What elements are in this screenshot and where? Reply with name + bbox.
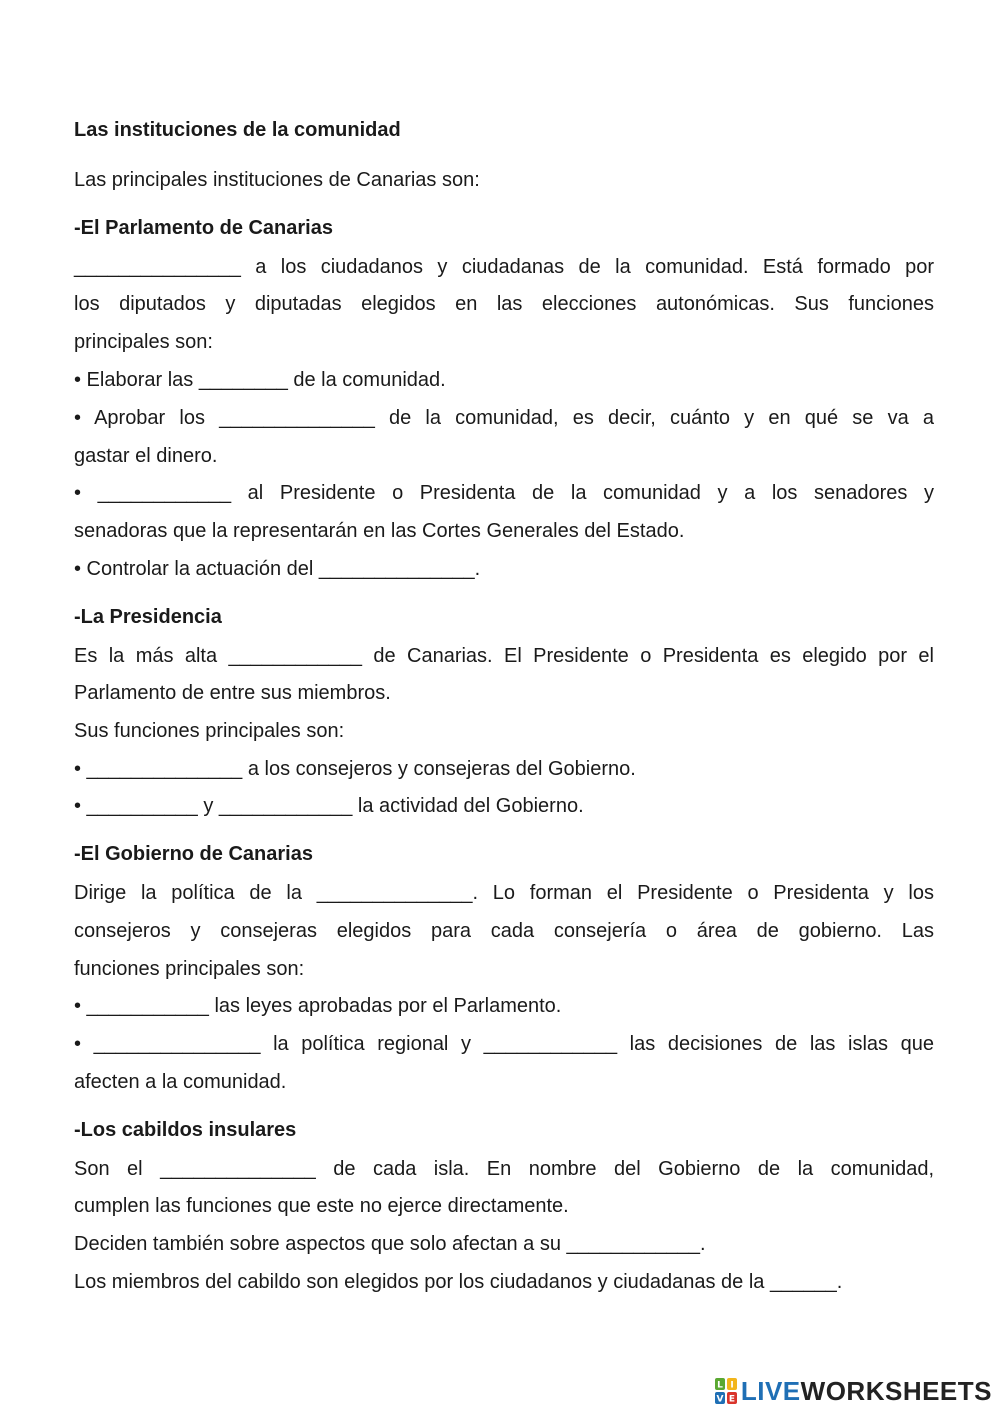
svg-text:E: E	[728, 1394, 735, 1404]
section-heading-gobierno: -El Gobierno de Canarias	[74, 843, 313, 865]
paragraph-line: Son el ______________ de cada isla. En nombre del Gobierno de la comunidad,	[74, 1158, 934, 1180]
svg-text:I: I	[730, 1380, 734, 1391]
bullet-item: • ___________ las leyes aprobadas por el Parlamento.	[74, 995, 562, 1017]
liveworksheets-logo-text: LIVEWORKSHEETS	[740, 1376, 992, 1406]
bullet-item: • __________ y ____________ la actividad del Gobierno.	[74, 795, 584, 817]
bullet-item-cont: senadoras que la representarán en las Cortes Generales del Estado.	[74, 520, 685, 542]
bullet-item: • Elaborar las ________ de la comunidad.	[74, 369, 446, 391]
paragraph-line: Sus funciones principales son:	[74, 720, 345, 742]
paragraph-line: Parlamento de entre sus miembros.	[74, 682, 391, 704]
bullet-item-cont: gastar el dinero.	[74, 445, 218, 467]
bullet-item: • ______________ a los consejeros y consejeras del Gobierno.	[74, 758, 636, 780]
paragraph-line: los diputados y diputadas elegidos en las elecciones autonómicas. Sus funciones	[74, 293, 934, 315]
paragraph-line: _______________ a los ciudadanos y ciudadanas de la comunidad. Está formado por	[74, 256, 934, 278]
paragraph-line: Es la más alta ____________ de Canarias. El Presidente o Presidenta es elegido por el	[74, 645, 934, 667]
liveworksheets-logo[interactable]	[715, 1375, 992, 1407]
paragraph-line: Deciden también sobre aspectos que solo afectan a su ____________.	[74, 1233, 706, 1255]
bullet-item: • _______________ la política regional y ____________ las decisiones de las islas que	[74, 1033, 934, 1055]
liveworksheets-logo-icon	[715, 1378, 737, 1404]
section-heading-cabildos: -Los cabildos insulares	[74, 1119, 297, 1141]
paragraph-line: principales son:	[74, 331, 213, 353]
bullet-item-cont: afecten a la comunidad.	[74, 1071, 287, 1093]
section-heading-presidencia: -La Presidencia	[74, 606, 222, 628]
paragraph-line: Los miembros del cabildo son elegidos por los ciudadanos y ciudadanas de la ______.	[74, 1271, 843, 1293]
paragraph-line: Dirige la política de la ______________. Lo forman el Presidente o Presidenta y los	[74, 882, 934, 904]
svg-text:V: V	[716, 1394, 724, 1404]
svg-text:L: L	[716, 1380, 723, 1391]
paragraph-line: consejeros y consejeras elegidos para cada consejería o área de gobierno. Las	[74, 920, 934, 942]
section-heading-parlamento: -El Parlamento de Canarias	[74, 217, 333, 239]
paragraph-line: funciones principales son:	[74, 958, 305, 980]
bullet-item: • Controlar la actuación del ______________.	[74, 558, 481, 580]
page-title: Las instituciones de la comunidad	[74, 119, 401, 141]
bullet-item: • ____________ al Presidente o Presidenta de la comunidad y a los senadores y	[74, 482, 934, 504]
paragraph-line: cumplen las funciones que este no ejerce directamente.	[74, 1195, 569, 1217]
bullet-item: • Aprobar los ______________ de la comunidad, es decir, cuánto y en qué se va a	[74, 407, 934, 429]
intro-text: Las principales instituciones de Canarias son:	[74, 169, 480, 191]
